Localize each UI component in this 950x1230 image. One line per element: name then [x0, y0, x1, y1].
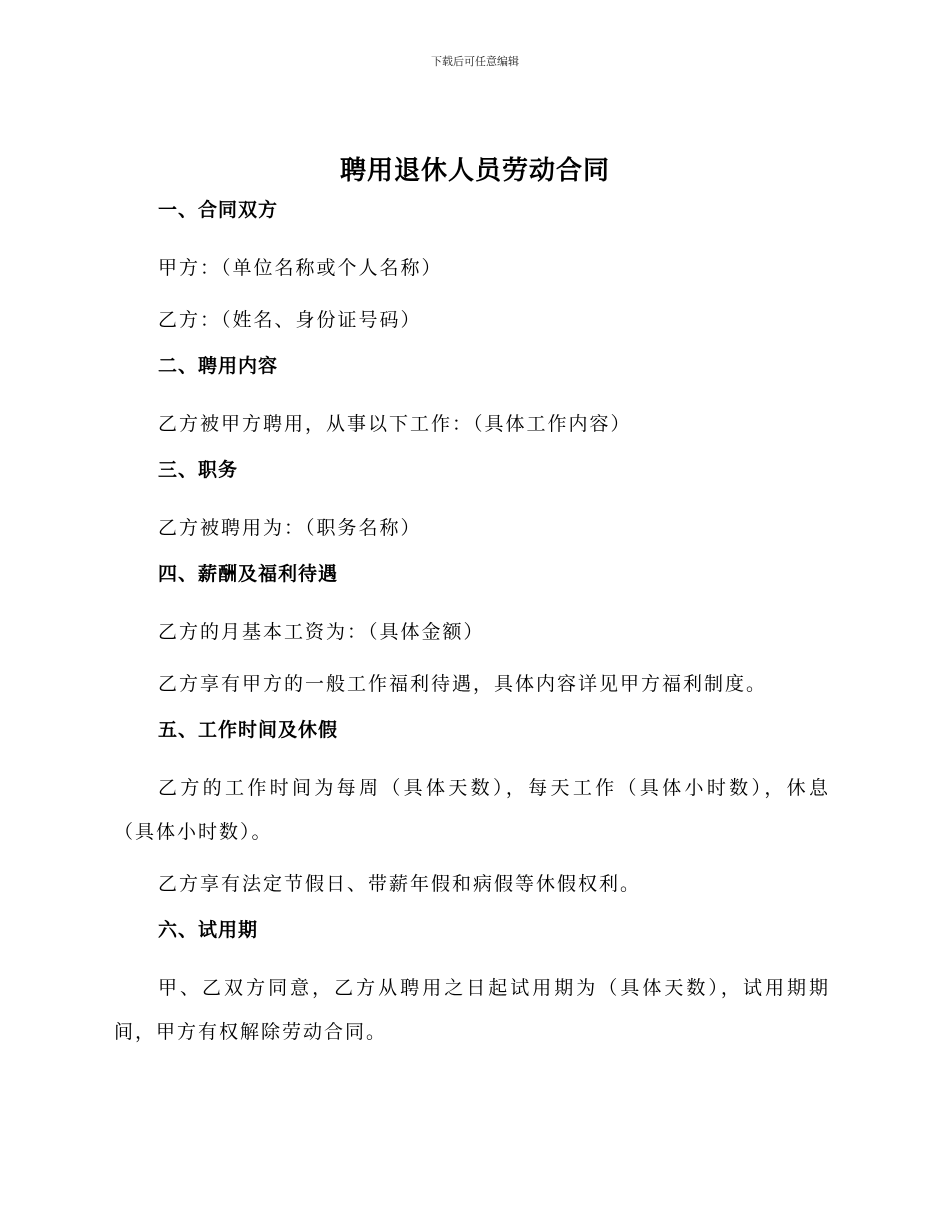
section-heading-salary-benefits: 四、薪酬及福利待遇 [158, 563, 339, 585]
paragraph-position: 乙方被聘用为：（职务名称） [158, 517, 422, 539]
section-heading-parties: 一、合同双方 [158, 199, 279, 221]
paragraph-base-salary: 乙方的月基本工资为：（具体金额） [158, 621, 485, 643]
section-heading-position: 三、职务 [158, 459, 239, 481]
paragraph-party-b: 乙方：（姓名、身份证号码） [158, 309, 422, 331]
section-heading-employment-content: 二、聘用内容 [158, 355, 279, 377]
document-body [114, 190, 830, 1062]
paragraph-leave: 乙方享有法定节假日、带薪年假和病假等休假权利。 [158, 873, 642, 895]
paragraph-working-hours: 乙方的工作时间为每周（具体天数），每天工作（具体小时数），休息（具体小时数）。 [114, 777, 830, 843]
section-heading-probation: 六、试用期 [158, 919, 259, 941]
paragraph-benefits: 乙方享有甲方的一般工作福利待遇，具体内容详见甲方福利制度。 [158, 673, 768, 695]
paragraph-work-content: 乙方被甲方聘用，从事以下工作：（具体工作内容） [158, 413, 632, 435]
paragraph-probation: 甲、乙双方同意，乙方从聘用之日起试用期为（具体天数），试用期期间，甲方有权解除劳动合同。 [114, 977, 830, 1043]
paragraph-party-a: 甲方：（单位名称或个人名称） [158, 257, 443, 279]
header-note: 下载后可任意编辑 [431, 55, 519, 68]
section-heading-working-hours: 五、工作时间及休假 [158, 719, 339, 741]
document-title: 聘用退休人员劳动合同 [339, 156, 610, 186]
